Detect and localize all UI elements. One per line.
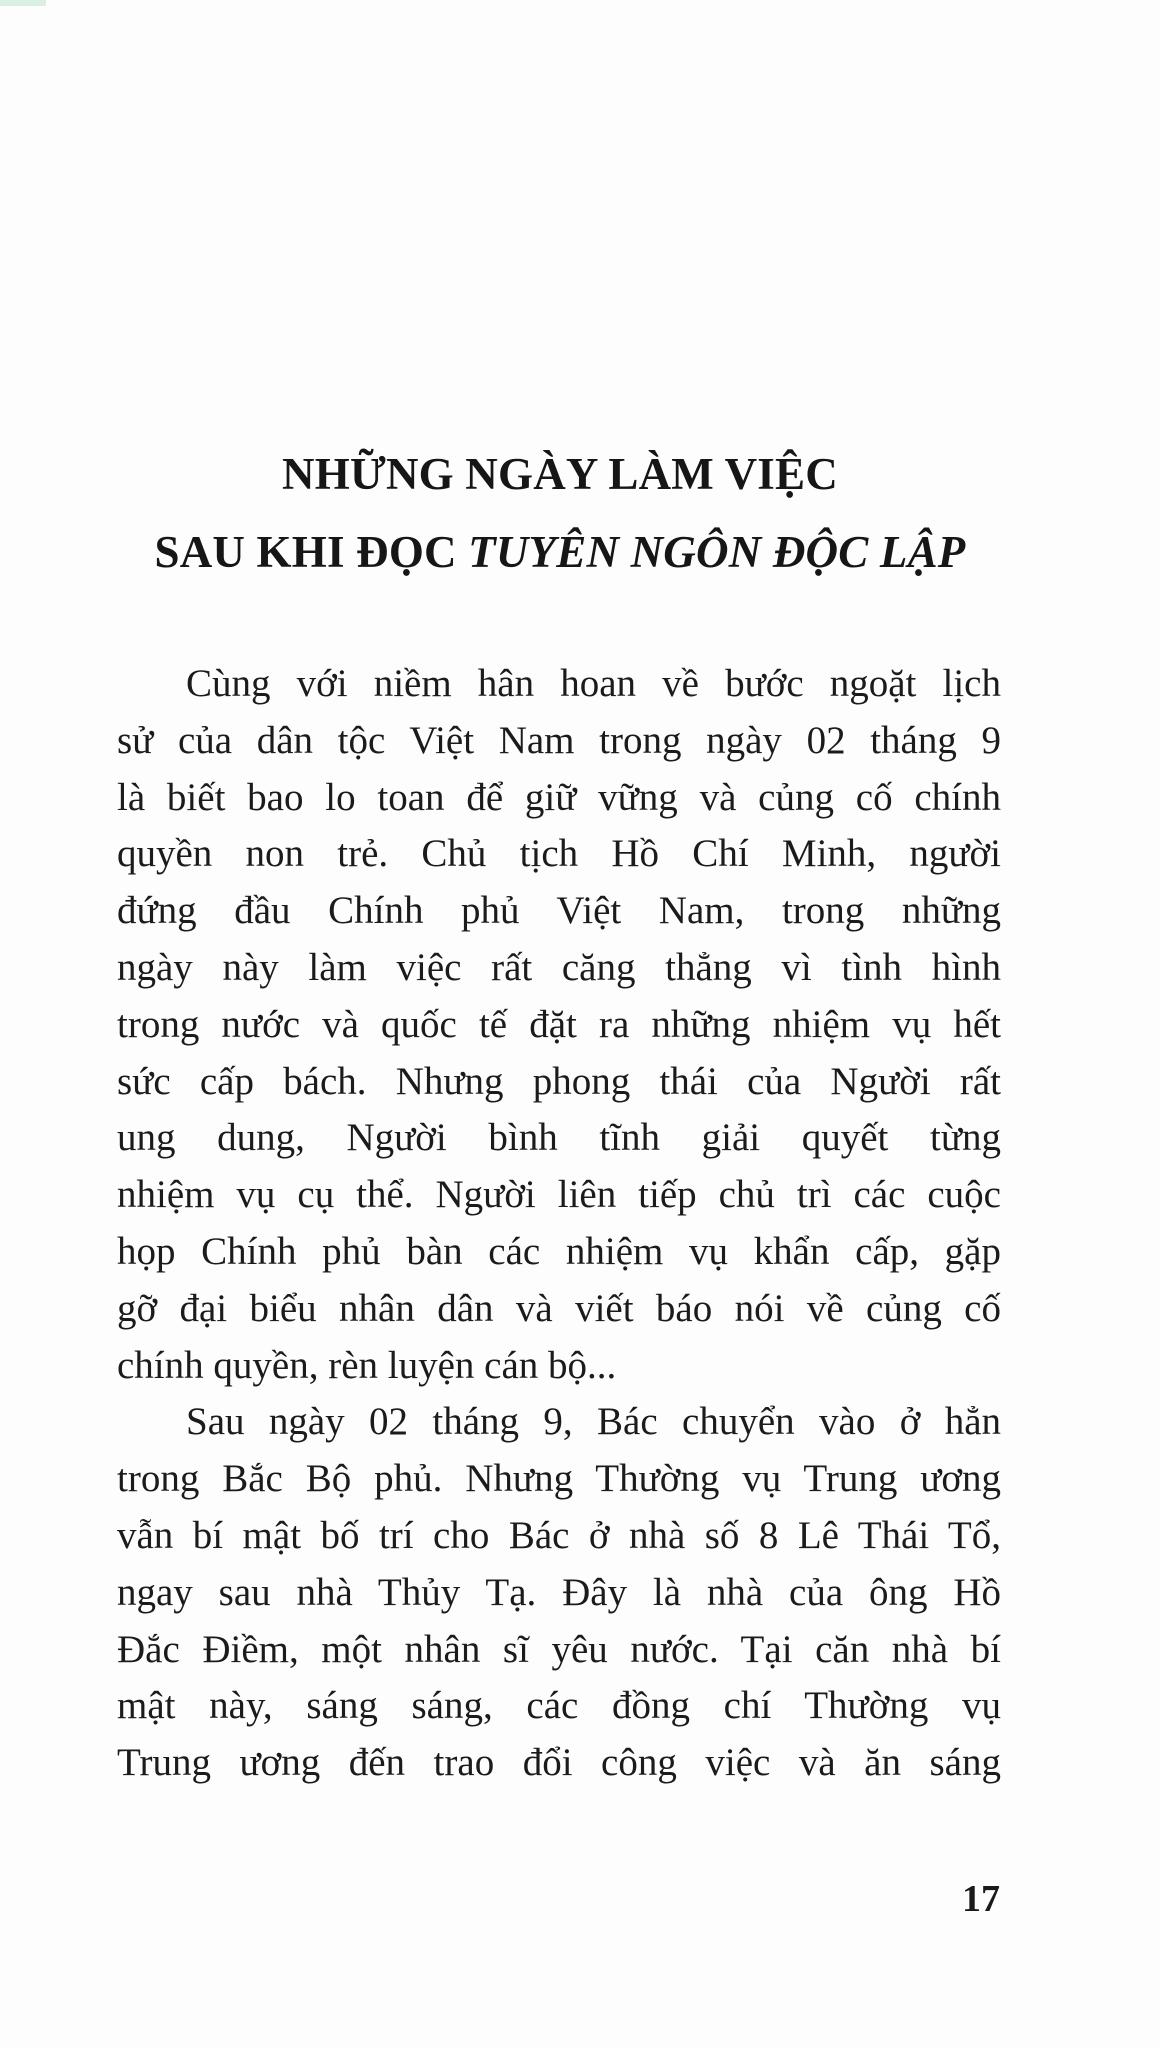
text-line: mật này, sáng sáng, các đồng chí Thường vụ bbox=[117, 1684, 1001, 1728]
text-line: gỡ đại biểu nhân dân và viết báo nói về củng cố bbox=[117, 1286, 1001, 1330]
body-text bbox=[117, 656, 1001, 1792]
text-line: trong Bắc Bộ phủ. Nhưng Thường vụ Trung ương bbox=[117, 1457, 1001, 1501]
text-line: sức cấp bách. Nhưng phong thái của Người rất bbox=[117, 1059, 1001, 1103]
paragraph-1 bbox=[117, 656, 1001, 1394]
text-line: Cùng với niềm hân hoan về bước ngoặt lịch bbox=[186, 662, 1001, 705]
text-line: ngày này làm việc rất căng thẳng vì tình hình bbox=[117, 945, 1001, 989]
text-line: Trung ương đến trao đổi công việc và ăn sáng bbox=[117, 1741, 1001, 1785]
text-line: ung dung, Người bình tĩnh giải quyết từng bbox=[117, 1116, 1001, 1160]
document-title-italic: TUYÊN NGÔN ĐỘC LẬP bbox=[468, 527, 966, 578]
text-line: trong nước và quốc tế đặt ra những nhiệm vụ hết bbox=[117, 1002, 1001, 1046]
text-line: Đắc Điềm, một nhân sĩ yêu nước. Tại căn nhà bí bbox=[117, 1627, 1001, 1671]
chapter-title-line-2-prefix: SAU KHI ĐỌC bbox=[154, 527, 469, 578]
chapter-title-line-1: NHỮNG NGÀY LÀM VIỆC bbox=[282, 449, 838, 500]
text-line: đứng đầu Chính phủ Việt Nam, trong những bbox=[117, 889, 1001, 933]
text-line: họp Chính phủ bàn các nhiệm vụ khẩn cấp, gặp bbox=[117, 1229, 1001, 1273]
text-line: quyền non trẻ. Chủ tịch Hồ Chí Minh, người bbox=[117, 832, 1001, 876]
text-line: vẫn bí mật bố trí cho Bác ở nhà số 8 Lê Thái Tổ, bbox=[117, 1513, 1001, 1557]
paragraph-2 bbox=[117, 1394, 1001, 1792]
text-line: là biết bao lo toan để giữ vững và củng cố chính bbox=[117, 775, 1001, 819]
text-line: nhiệm vụ cụ thể. Người liên tiếp chủ trì các cuộc bbox=[117, 1173, 1001, 1217]
scan-edge-mark bbox=[0, 0, 46, 6]
page-number: 17 bbox=[962, 1878, 1000, 1920]
text-line: chính quyền, rèn luyện cán bộ... bbox=[117, 1343, 617, 1387]
chapter-title bbox=[110, 435, 1010, 591]
text-line: ngay sau nhà Thủy Tạ. Đây là nhà của ông Hồ bbox=[117, 1570, 1001, 1614]
chapter-title-line-2 bbox=[110, 513, 1010, 591]
text-line: Sau ngày 02 tháng 9, Bác chuyển vào ở hẳn bbox=[186, 1400, 1001, 1444]
text-line: sử của dân tộc Việt Nam trong ngày 02 tháng 9 bbox=[117, 718, 1001, 762]
